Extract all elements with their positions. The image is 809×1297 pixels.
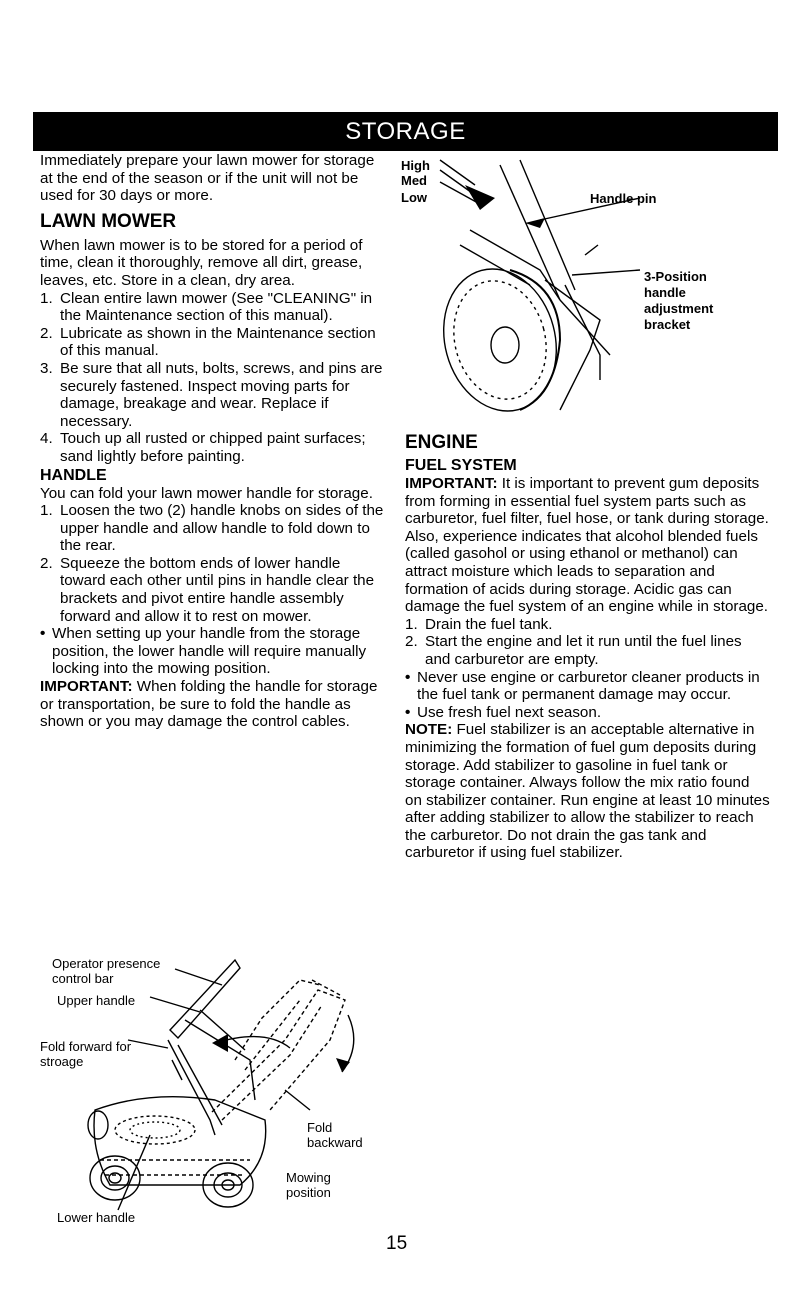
operator-bar-label: Operator presence control bar [52,956,161,986]
lawn-mower-intro: When lawn mower is to be stored for a period of time, clean it thoroughly, remove all dirt, grease, leaves, etc. Store in a clean, dry area. [40,236,363,289]
section-banner: STORAGE [33,112,778,151]
engine-heading: ENGINE [405,432,478,453]
fuel-steps [405,616,770,669]
fuel-system-heading: FUEL SYSTEM [405,457,517,474]
med-position-label: Med [401,173,427,188]
storage-intro: Immediately prepare your lawn mower for storage at the end of the season or if the unit will not be used for 30 days or more. [40,152,375,205]
right-column [405,432,770,862]
lawn-mower-heading: LAWN MOWER [40,210,177,232]
list-item: 1. Loosen the two (2) handle knobs on sides of the upper handle and allow handle to fold down to the rear. [40,502,384,555]
list-item: 1. Clean entire lawn mower (See "CLEANING" in the Maintenance section of this manual). [40,289,373,325]
list-item: 2. Squeeze the bottom ends of lower handle toward each other until pins in handle clear the brackets and pivot entire handle assembly forward and allow it to rest on mower. [40,554,375,625]
high-position-label: High [401,158,430,173]
page-number: 15 [386,1233,408,1254]
list-item: 1. Drain the fuel tank. [405,615,553,633]
handle-pin-label: Handle pin [590,191,657,206]
list-item: 4. Touch up all rusted or chipped paint surfaces; sand lightly before painting. [40,430,366,465]
handle-important: IMPORTANT: When folding the handle for storage or transportation, be sure to fold the handle as shown or you may damage the control cables. [40,678,378,731]
bracket-label: 3-Position handle adjustment bracket [644,269,714,332]
bullet-icon: • [405,703,411,721]
handle-intro: You can fold your lawn mower handle for storage. [40,484,373,502]
upper-handle-label: Upper handle [57,993,136,1008]
fuel-bullets [405,669,770,722]
fuel-important: IMPORTANT: It is important to prevent gum deposits from forming in essential fuel system parts such as carburetor, fuel filter, fuel hose, or tank during storage. Also, experience indicates that alcohol blended fuels (called gasohol or using ethanol or methanol) can attract moisture which leads to separation and formation of acids during storage. Acidic gas can damage the fuel system of an engine while in storage. [405,475,769,616]
mowing-position-label: Mowing position [286,1170,331,1200]
bullet-icon: • [405,668,411,686]
handle-heading: HANDLE [40,466,107,484]
bullet-icon: • [40,625,46,643]
low-position-label: Low [401,190,427,205]
fold-forward-label: Fold forward for stroage [40,1039,132,1069]
list-item: • When setting up your handle from the storage position, the lower handle will require manually locking into the mowing position. [40,625,367,678]
list-item: 2. Start the engine and let it run until the fuel lines and carburetor are empty. [405,633,742,668]
list-item: • Use fresh fuel next season. [405,703,602,721]
fold-backward-label: Fold backward [307,1120,363,1150]
list-item: • Never use engine or carburetor cleaner products in the fuel tank or permanent damage may occur. [405,668,760,704]
lower-handle-label: Lower handle [57,1210,136,1225]
fuel-note: NOTE: Fuel stabilizer is an acceptable alternative in minimizing the formation of fuel gum deposits during storage. Add stabilizer to gasoline in fuel tank or storage container. Always follow the mix ratio found on stabilizer container. Run engine at least 10 minutes after adding stabilizer to allow the stabilizer to reach the carburetor. Do not drain the gas tank and carburetor if using fuel stabilizer. [405,721,770,862]
list-item: 3. Be sure that all nuts, bolts, screws, and pins are securely fastened. Inspect moving parts for damage, breakage and wear. Replace if necessary. [40,359,383,430]
list-item: 2. Lubricate as shown in the Maintenance section of this manual. [40,324,376,360]
